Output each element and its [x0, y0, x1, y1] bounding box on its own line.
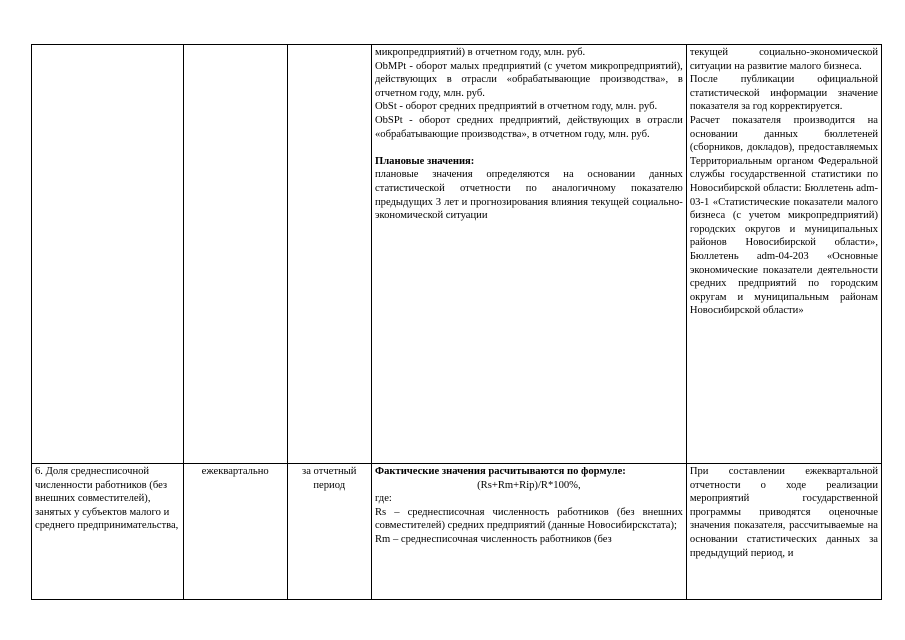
calculation-method-cell: [371, 464, 686, 600]
periodicity-cell: [183, 45, 287, 464]
formula-where: где:: [374, 493, 392, 505]
indicators-table: [31, 44, 882, 600]
table-row: [32, 45, 882, 464]
table-row: [32, 464, 882, 600]
formula-rs: [375, 506, 683, 533]
method-obst: [375, 100, 683, 114]
period-cell: [287, 45, 371, 464]
rm-code: Rm: [374, 533, 391, 545]
spacer: [375, 141, 683, 155]
plan-heading: Плановые значения:: [374, 155, 475, 167]
formula-rm: [375, 533, 683, 547]
method-obspt: [375, 114, 683, 141]
obst-code: ObSt: [374, 101, 397, 113]
plan-text: плановые значения определяются на основании данных статистической отчетности по аналогичному показателю предыдущих 3 лет и прогнозирования влияния текущей социально-экономической ситуации: [374, 169, 683, 222]
method-text: микропредприятий) в отчетном году, млн. руб.: [374, 47, 586, 58]
notes-cell: [686, 45, 881, 464]
notes-paragraph: После публикации официальной статистической информации значение показателя за год корректируется.: [689, 74, 878, 113]
formula: (Rs+Rm+Rip)/R*100%,: [477, 479, 581, 491]
indicator-name-cell: 6. Доля среднесписочной численности работников (без внешних совместителей), занятых у субъектов малого и среднего предпринимательства,: [32, 464, 184, 600]
formula-heading: Фактические значения расчитываются по формуле:: [374, 466, 626, 477]
document-page: [31, 44, 882, 600]
periodicity-cell: ежеквартально: [183, 464, 287, 600]
indicator-name-cell: [32, 45, 184, 464]
notes-paragraph: текущей социально-экономической ситуации на развитие малого бизнеса.: [689, 47, 878, 72]
obmpt-code: ObMPt: [374, 60, 407, 72]
obst-description: - оборот средних предприятий в отчетном году, млн. руб.: [396, 101, 658, 113]
obspt-description: - оборот средних предприятий, действующих в отрасли «обрабатывающие производства», в отчетном году, млн. руб.: [374, 114, 683, 140]
period-cell: за отчетный период: [287, 464, 371, 600]
rm-description: – среднесписочная численность работников (без: [390, 533, 612, 545]
rs-code: Rs: [374, 506, 387, 518]
method-obmpt: [375, 60, 683, 101]
notes-paragraph: Расчет показателя производится на основании данных бюллетеней (сборников, докладов), предоставляемых Территориальным органом Федеральной службы государственной статистики по Новосибирской области: Бюллетень adm-03-1 «Статистические показатели малого бизнеса (с учетом микропредприятий) городских округов и муниципальных районов Новосибирской области», Бюллетень adm-04-203 «Основные экономические показатели деятельности средних предприятий по городским округам и муниципальным районам Новосибирской области»: [689, 114, 878, 317]
rs-description: – среднесписочная численность работников (без внешних совместителей) средних предприятий (данные Новосибирскстата);: [374, 506, 683, 532]
obmpt-description: - оборот малых предприятий (с учетом микропредприятий), действующих в отрасли «обрабатывающие производства», в отчетном году, млн. руб.: [374, 60, 683, 99]
notes-cell: При составлении ежеквартальной отчетности о ходе реализации мероприятий государственной программы приводятся оценочные значения показателя, рассчитываемые на основании статистических данных за предыдущий период, и: [686, 464, 881, 600]
obspt-code: ObSPt: [374, 114, 403, 126]
calculation-method-cell: [371, 45, 686, 464]
